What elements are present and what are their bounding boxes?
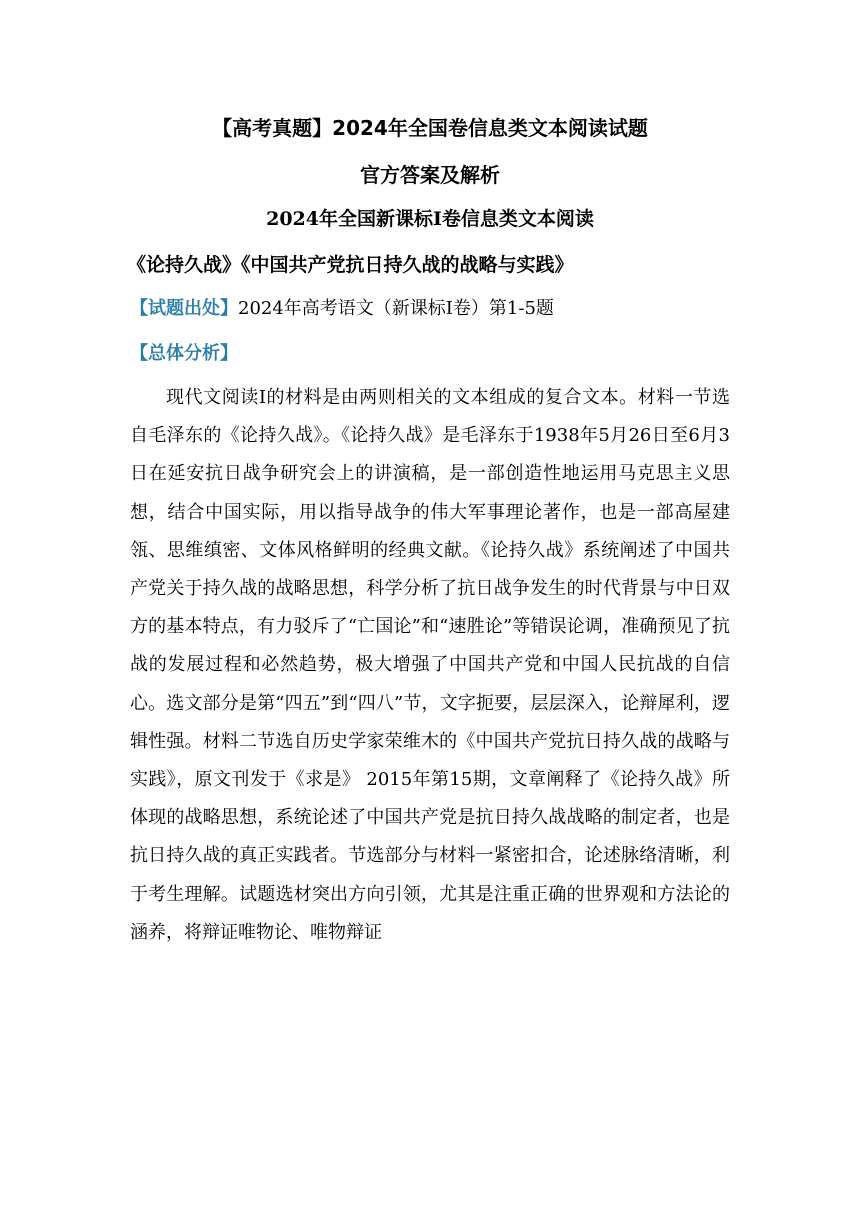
page-subtitle: 官方答案及解析 xyxy=(360,163,500,187)
overview-paragraph: 现代文阅读Ⅰ的材料是由两则相关的文本组成的复合文本。材料一节选自毛泽东的《论持久战》。《论持久战》是毛泽东于1938年5月26日至6月3日在延安抗日战争研究会上的讲演稿，是一部创造性地运用马克思主义思想，结合中国实际，用以指导战争的伟大军事理论著作，也是一部高屋建瓴、思维缜密、文体风格鲜明的经典文献。《论持久战》系统阐述了中国共产党关于持久战的战略思想，科学分析了抗日战争发生的时代背景与中日双方的基本特点，有力驳斥了“亡国论”和“速胜论”等错误论调，准确预见了抗战的发展过程和必然趋势，极大增强了中国共产党和中国人民抗战的自信心。选文部分是第“四五”到“四八”节，文字扼要，层层深入，论辩犀利，逻辑性强。材料二节选自历史学家荣维木的《中国共产党抗日持久战的战略与实践》，原文刊发于《求是》 2015年第15期，文章阐释了《论持久战》所体现的战略思想，系统论述了中国共产党是抗日持久战战略的制定者，也是抗日持久战的真正实践者。节选部分与材料一紧密扣合，论述脉络清晰，利于考生理解。试题选材突出方向引领，尤其是注重正确的世界观和方法论的涵养，将辩证唯物论、唯物辩证 xyxy=(130,387,730,943)
source-label: 【试题出处】 xyxy=(130,298,238,319)
section-title: 2024年全国新课标Ⅰ卷信息类文本阅读 xyxy=(266,208,594,230)
source-line xyxy=(130,294,750,324)
works-title: 《论持久战》《中国共产党抗日持久战的战略与实践》 xyxy=(127,254,574,276)
overview-heading xyxy=(130,339,750,369)
overview-label: 【总体分析】 xyxy=(130,343,238,364)
source-text: 2024年高考语文（新课标Ⅰ卷）第1-5题 xyxy=(238,298,554,319)
page-title: 【高考真题】2024年全国卷信息类文本阅读试题 xyxy=(212,116,648,140)
